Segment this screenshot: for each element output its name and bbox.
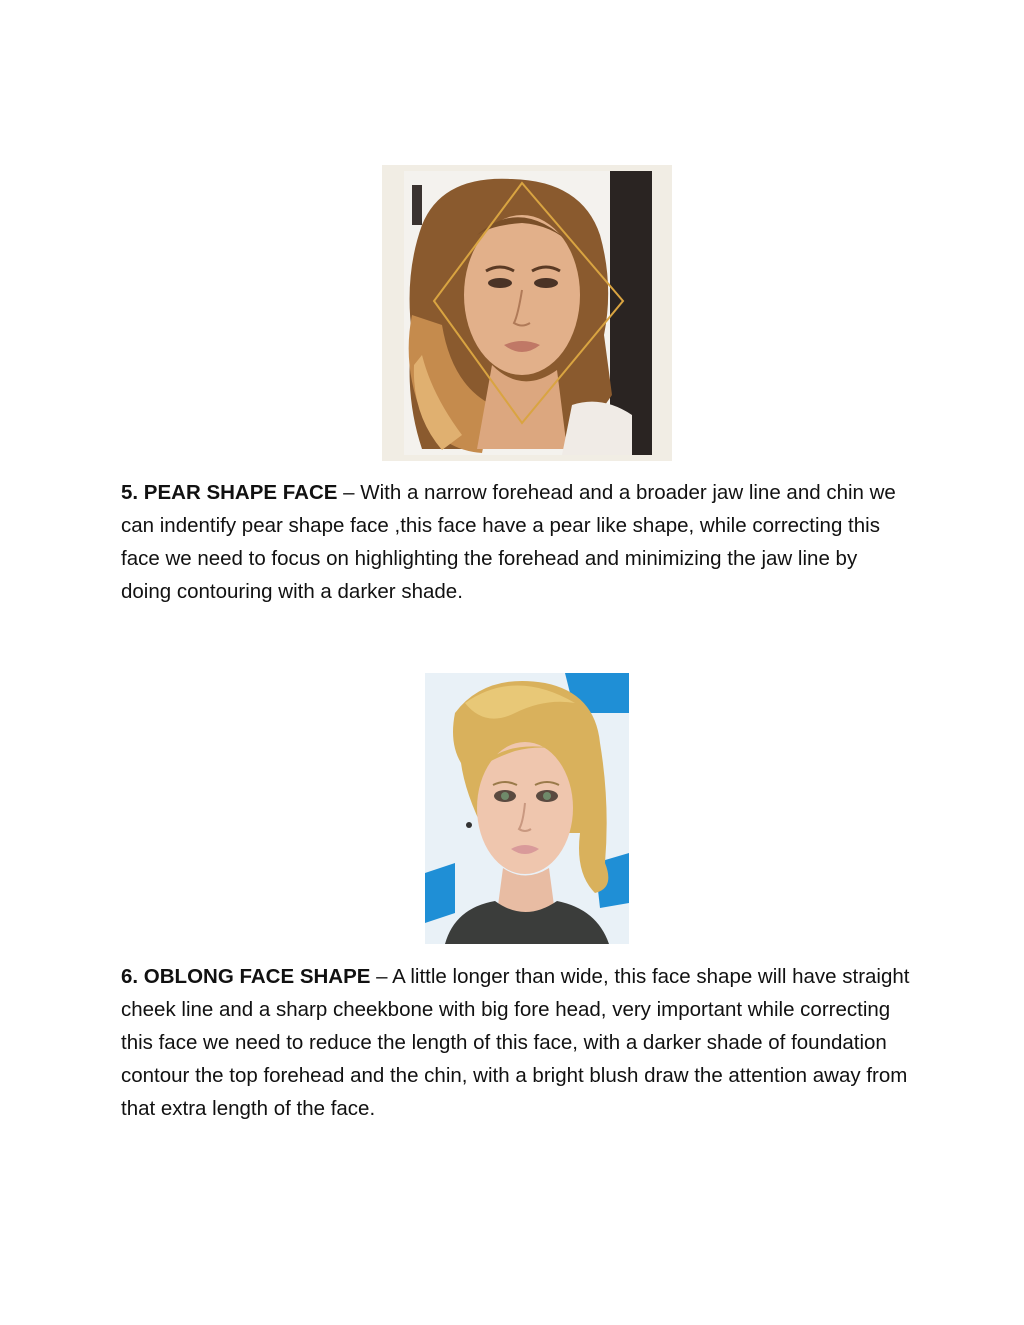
pear-shape-face-photo — [382, 165, 672, 461]
oblong-shape-description: – A little longer than wide, this face shape will have straight cheek line and a sharp cheekbone with big fore head, very important while correcting this face we need to reduce the length of this face, with a darker shade of foundation contour the top forehead and the chin, with a bright blush draw the attention away from that extra length of the face. — [121, 965, 910, 1120]
pear-shape-description: – With a narrow forehead and a broader jaw line and chin we can indentify pear shape face ,this face have a pear like shape, while correcting this face we need to focus on highlighting the forehead and minimizing the jaw line by doing contouring with a darker shade. — [121, 481, 896, 603]
oblong-face-shape-illustration — [425, 673, 629, 944]
oblong-shape-paragraph — [121, 960, 911, 1125]
pear-shape-paragraph — [121, 476, 911, 608]
pear-shape-heading: 5. PEAR SHAPE FACE — [121, 481, 338, 504]
oblong-shape-heading: 6. OBLONG FACE SHAPE — [121, 965, 371, 988]
pear-shape-face-illustration — [382, 165, 672, 461]
oblong-face-shape-photo — [425, 673, 629, 944]
